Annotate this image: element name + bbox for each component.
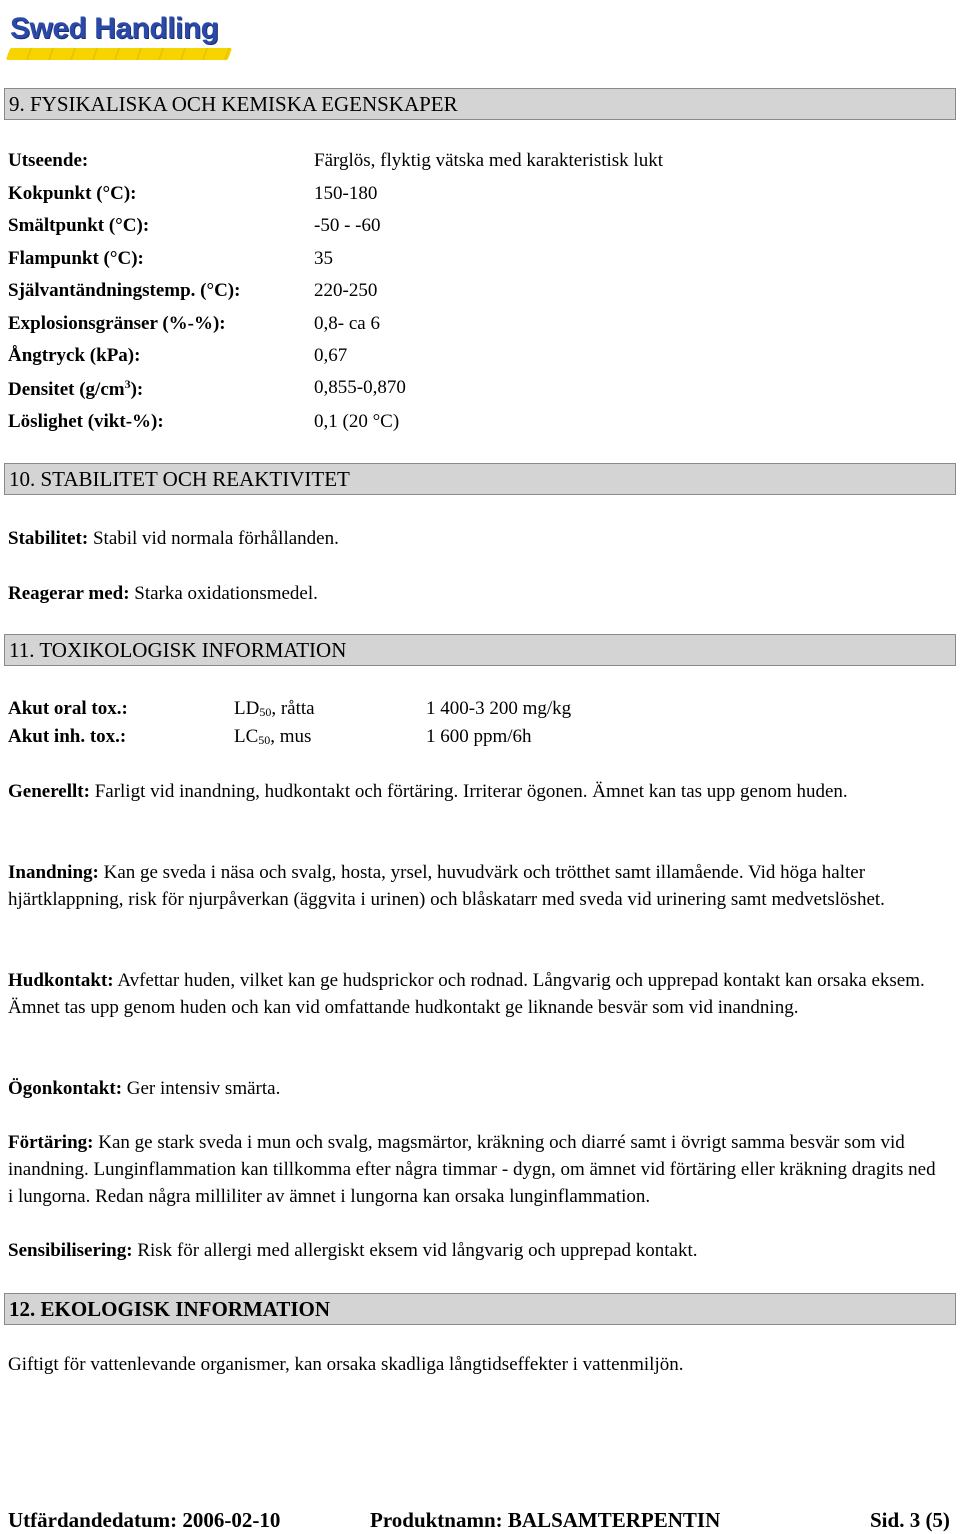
property-value: 35 xyxy=(314,248,333,269)
property-label: Explosionsgränser (%-%): xyxy=(8,313,226,334)
property-label: Ångtryck (kPa): xyxy=(8,345,141,366)
property-label: Kokpunkt (°C): xyxy=(8,183,137,204)
logo-text: Swed Handling xyxy=(10,12,219,45)
tox-test: $LD_{50}$, råtta xyxy=(234,698,315,719)
property-label: Utseende: xyxy=(8,150,89,171)
tox-value: 1 600 ppm/6h xyxy=(426,726,532,747)
tox-value: 1 400-3 200 mg/kg xyxy=(426,698,572,719)
property-value: 0,8- ca 6 xyxy=(314,313,380,334)
property-value: 220-250 xyxy=(314,280,378,301)
paragraph-inandning: Inandning: Kan ge sveda i näsa och svalg, hosta, yrsel, huvudvärk och trötthet samt illamående. Vid höga halter hjärtklappning, risk för njurpåverkan (äggvita i urinen) och blåskatarr med sveda vid urinering samt medvetslöshet. xyxy=(8,862,885,910)
paragraph-hudkontakt: Hudkontakt: Avfettar huden, vilket kan ge hudsprickor och rodnad. Långvarig och upprepad kontakt kan orsaka eksem. Ämnet tas upp genom huden och kan vid omfattande hudkontakt ge liknande besvär som vid inandning. xyxy=(8,970,925,1018)
tox-label: Akut oral tox.: xyxy=(8,698,128,719)
paragraph-generellt: Generellt: Farligt vid inandning, hudkontakt och förtäring. Irriterar ögonen. Ämnet kan tas upp genom huden. xyxy=(8,781,848,802)
property-label: Flampunkt (°C): xyxy=(8,248,144,269)
section-9-heading: 9. FYSIKALISKA OCH KEMISKA EGENSKAPER xyxy=(4,88,956,120)
ecology-paragraph: Giftigt för vattenlevande organismer, kan orsaka skadliga långtidseffekter i vattenmiljön. xyxy=(8,1354,684,1375)
paragraph-fortaring: Förtäring: Kan ge stark sveda i mun och svalg, magsmärtor, kräkning och diarré samt i övrigt samma besvär som vid inandning. Lunginflammation kan tillkomma efter några timmar - dygn, om ämnet vid förtäring eller kräkning dragits ned i lungorna. Redan några milliliter av ämnet i lungorna kan orsaka lunginflammation. xyxy=(8,1132,936,1207)
property-value: 0,855-0,870 xyxy=(314,377,406,398)
tox-test: $LC_{50}$, mus xyxy=(234,726,312,747)
property-value: Färglös, flyktig vätska med karakteristisk lukt xyxy=(314,150,663,171)
paragraph-ogonkontakt: Ögonkontakt: Ger intensiv smärta. xyxy=(8,1078,281,1099)
property-label: Löslighet (vikt-%): xyxy=(8,411,164,432)
footer-page-number: Sid. 3 (5) xyxy=(870,1508,950,1532)
property-label: Självantändningstemp. (°C): xyxy=(8,280,241,301)
footer-date: Utfärdandedatum: 2006-02-10 xyxy=(8,1508,281,1532)
section-10-heading: 10. STABILITET OCH REAKTIVITET xyxy=(4,463,956,495)
property-value: 0,1 (20 °C) xyxy=(314,411,400,432)
property-label-density: Densitet $(g/cm^3)$: xyxy=(8,377,144,400)
section-12-heading: 12. EKOLOGISK INFORMATION xyxy=(4,1293,956,1325)
logo-stripe xyxy=(6,48,232,60)
section-11-heading: 11. TOXIKOLOGISK INFORMATION xyxy=(4,634,956,666)
stability-paragraph: Stabilitet: Stabil vid normala förhållanden. xyxy=(8,528,339,549)
property-label: Smältpunkt (°C): xyxy=(8,215,150,236)
footer-product: Produktnamn: BALSAMTERPENTIN xyxy=(370,1508,721,1532)
property-value: -50 - -60 xyxy=(314,215,381,236)
company-logo xyxy=(4,4,234,68)
paragraph-sensibilisering: Sensibilisering: Risk för allergi med allergiskt eksem vid långvarig och upprepad kontakt. xyxy=(8,1240,698,1261)
property-value: 0,67 xyxy=(314,345,348,366)
property-value: 150-180 xyxy=(314,183,378,204)
reacts-paragraph: Reagerar med: Starka oxidationsmedel. xyxy=(8,583,318,604)
tox-label: Akut inh. tox.: xyxy=(8,726,127,747)
